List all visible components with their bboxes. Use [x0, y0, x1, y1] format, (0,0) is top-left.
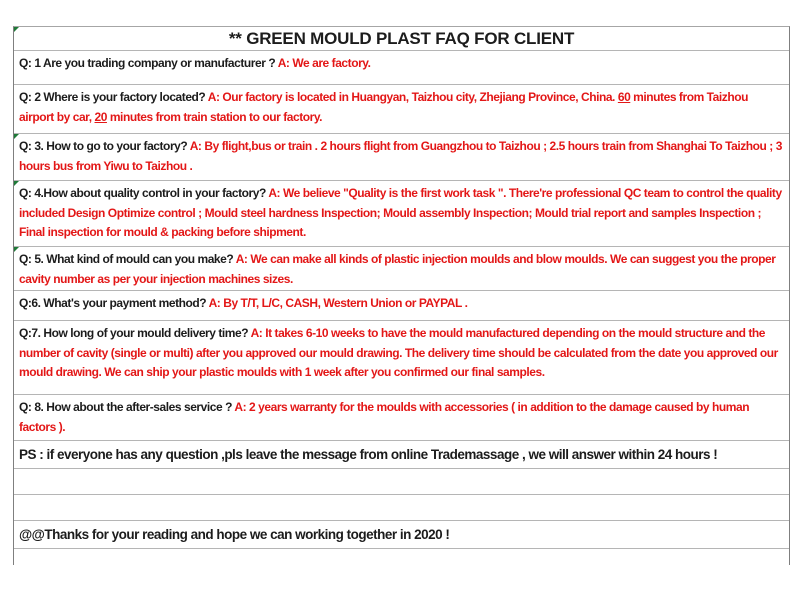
answer-text: A: We are factory.: [277, 56, 371, 70]
faq-row-8[interactable]: [14, 395, 789, 441]
empty-row[interactable]: [14, 469, 789, 495]
ps-row[interactable]: [14, 441, 789, 469]
answer-text: A: By flight,bus or train . 2 hours flight from Guangzhou to Taizhou ; 2.5 hours train from Shanghai To Taizhou ; 3 hours bus from Yiwu to Taizhou .: [19, 139, 782, 173]
answer-text: A: It takes 6-10 weeks to have the mould manufactured depending on the mould structure and the number of cavity (single or multi) after you approved our mould drawing. The delivery time should be calculated from the date you approved our mould drawing. We can ship your plastic moulds with 1 week after you confirmed our final samples.: [19, 326, 778, 379]
empty-row[interactable]: [14, 495, 789, 521]
answer-text: A: By T/T, L/C, CASH, Western Union or PAYPAL .: [208, 296, 468, 310]
question-text: Q: 1 Are you trading company or manufacturer ?: [19, 56, 278, 70]
faq-table: [13, 26, 790, 565]
answer-text: A: We believe "Quality is the first work task ". There're professional QC team to control the quality included Design Optimize control ; Mould steel hardness Inspection; Mould assembly Inspection; Mould trial report and samples Inspection ; Final inspection for mould & packing before shipment.: [19, 186, 782, 239]
cell-comment-marker-icon: [14, 27, 19, 32]
answer-text: A: We can make all kinds of plastic injection moulds and blow moulds. We can suggest you the proper cavity number as per your injection machines sizes.: [19, 252, 776, 286]
faq-row-6[interactable]: [14, 291, 789, 321]
answer-text: minutes from train station to our factory.: [106, 109, 323, 124]
question-text: Q: 5. What kind of mould can you make?: [19, 252, 236, 266]
faq-row-4[interactable]: [14, 181, 789, 247]
faq-row-7[interactable]: [14, 321, 789, 395]
question-text: @@Thanks for your reading and hope we can working together in 2020 !: [19, 527, 450, 542]
question-text: Q:6. What's your payment method?: [19, 296, 209, 310]
cell-comment-marker-icon: [14, 181, 19, 186]
title-row[interactable]: [14, 27, 789, 51]
answer-text: A: 2 years warranty for the moulds with accessories ( in addition to the damage caused by human factors ).: [19, 400, 750, 434]
tail-row[interactable]: [14, 549, 789, 565]
cell-comment-marker-icon: [14, 134, 19, 139]
faq-row-3[interactable]: [14, 134, 789, 181]
question-text: PS : if everyone has any question ,pls leave the message from online Trademassage , we will answer within 24 hours !: [19, 447, 718, 462]
question-text: Q:7. How long of your mould delivery time?: [19, 326, 251, 340]
question-text: Q: 8. How about the after-sales service ?: [19, 400, 235, 414]
faq-row-5[interactable]: [14, 247, 789, 291]
answer-text: 20: [94, 109, 107, 124]
question-text: Q: 3. How to go to your factory?: [19, 139, 190, 153]
question-text: ** GREEN MOULD PLAST FAQ FOR CLIENT: [228, 29, 575, 48]
faq-row-2[interactable]: [14, 85, 789, 134]
answer-text: 60: [617, 90, 631, 104]
cell-comment-marker-icon: [14, 247, 19, 252]
answer-text: minutes from Taizhou airport by car,: [19, 90, 748, 124]
faq-row-1[interactable]: [14, 51, 789, 85]
question-text: Q: 4.How about quality control in your factory?: [19, 186, 269, 200]
thanks-row[interactable]: [14, 521, 789, 549]
answer-text: A: Our factory is located in Huangyan, Taizhou city, Zhejiang Province, China.: [207, 90, 618, 104]
question-text: Q: 2 Where is your factory located?: [19, 90, 208, 104]
